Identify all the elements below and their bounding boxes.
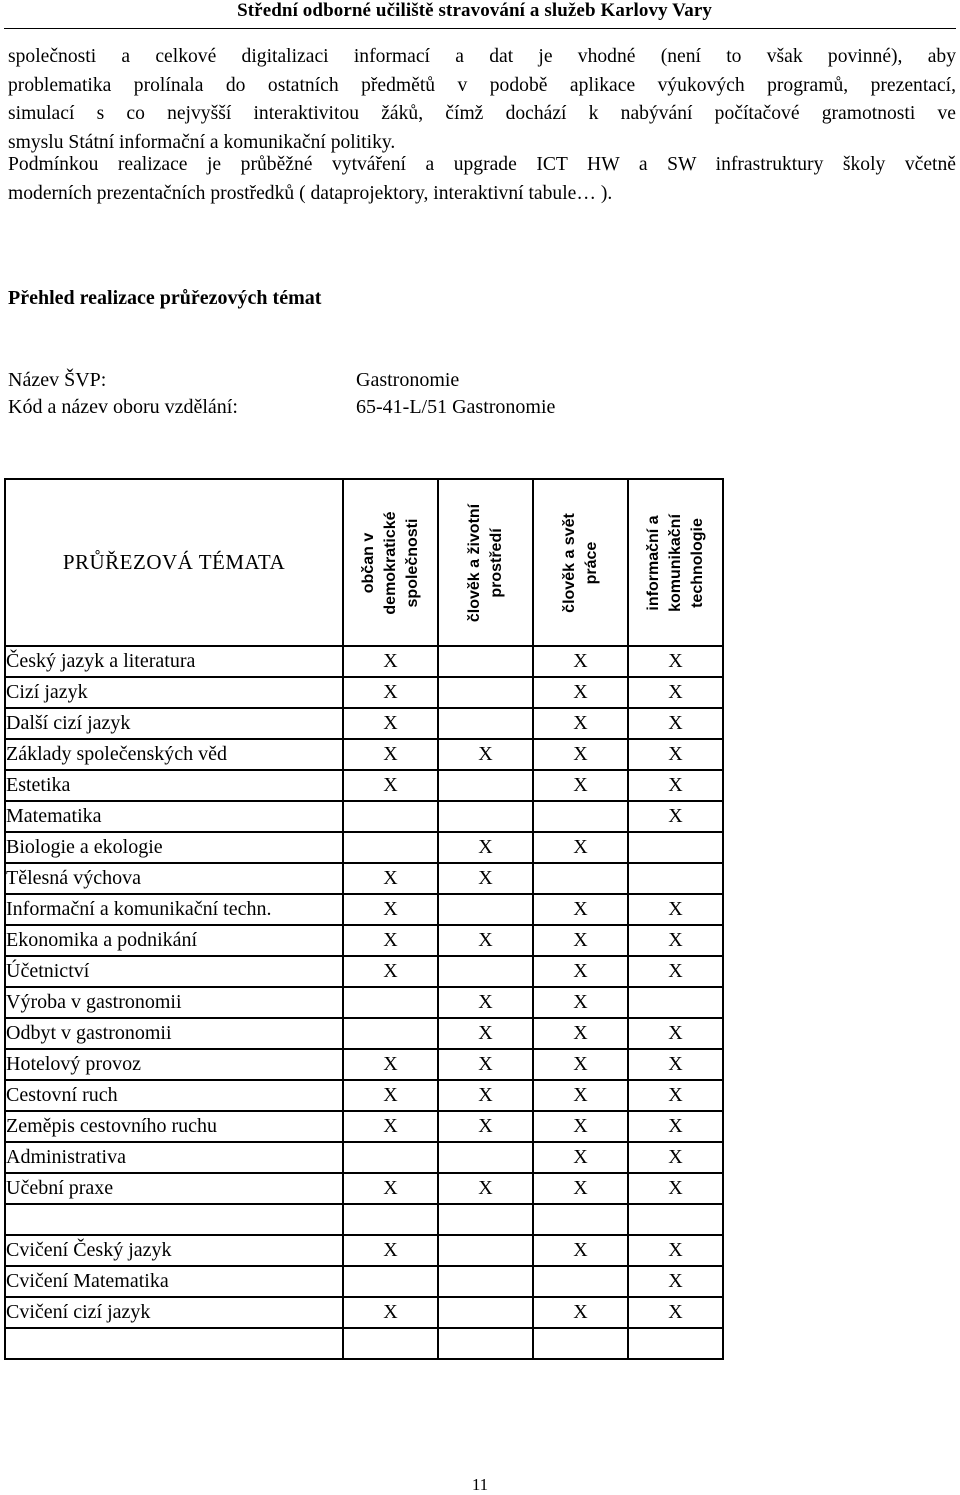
topic-mark-cell: X: [533, 677, 628, 708]
topic-mark-cell: X: [628, 925, 723, 956]
topic-mark-cell: X: [533, 832, 628, 863]
table-row: [5, 1266, 723, 1297]
intro-line: simulací s co nejvyšší interaktivitou žáků, čímž dochází k nabývání počítačové gramotnosti ve: [8, 103, 956, 125]
topic-mark-cell: X: [438, 739, 533, 770]
table-row: [5, 1018, 723, 1049]
table-body: [5, 646, 723, 1359]
topic-mark-cell: [438, 1297, 533, 1328]
intro-line: společnosti a celkové digitalizaci informací a dat je vhodné (není to však povinné), aby: [8, 46, 956, 67]
table-row: [5, 1049, 723, 1080]
topic-mark-cell: X: [628, 1173, 723, 1204]
topic-mark-cell: [628, 987, 723, 1018]
field-value: 65-41-L/51 Gastronomie: [356, 396, 556, 418]
topic-mark-cell: [343, 987, 438, 1018]
subject-name: Tělesná výchova: [5, 863, 343, 894]
subject-name: [5, 1204, 343, 1235]
topic-mark-cell: [533, 1204, 628, 1235]
topic-mark-cell: X: [343, 1080, 438, 1111]
topic-header-ict: [628, 479, 723, 646]
topic-mark-cell: [438, 1235, 533, 1266]
topic-mark-cell: [343, 1142, 438, 1173]
subject-name: [5, 1328, 343, 1359]
topic-mark-cell: X: [628, 1049, 723, 1080]
topic-header-world-of-work: [533, 479, 628, 646]
topic-mark-cell: X: [343, 1111, 438, 1142]
svp-value: Gastronomie: [356, 369, 460, 391]
table-row: [5, 708, 723, 739]
topic-mark-cell: [438, 1328, 533, 1359]
page-number: 11: [471, 1475, 489, 1494]
topic-mark-cell: X: [628, 1142, 723, 1173]
topic-mark-cell: [438, 1266, 533, 1297]
topic-mark-cell: X: [628, 739, 723, 770]
topic-mark-cell: X: [343, 677, 438, 708]
topic-mark-cell: [628, 1328, 723, 1359]
topic-mark-cell: [438, 770, 533, 801]
table-row: [5, 1173, 723, 1204]
topic-header-line: společnosti: [403, 518, 421, 607]
header-divider: [4, 28, 956, 29]
table-row: [5, 863, 723, 894]
topic-mark-cell: X: [533, 956, 628, 987]
topic-mark-cell: [533, 1328, 628, 1359]
topic-mark-cell: X: [343, 1235, 438, 1266]
topic-mark-cell: [533, 801, 628, 832]
subject-name: Administrativa: [5, 1142, 343, 1173]
subject-name: Ekonomika a podnikání: [5, 925, 343, 956]
table-row: [5, 925, 723, 956]
subject-name: Výroba v gastronomii: [5, 987, 343, 1018]
topic-mark-cell: X: [628, 677, 723, 708]
topic-mark-cell: [343, 1018, 438, 1049]
subject-name: Hotelový provoz: [5, 1049, 343, 1080]
table-row-blank: [5, 1204, 723, 1235]
section-title: Přehled realizace průřezových témat: [8, 287, 322, 309]
topic-mark-cell: X: [533, 770, 628, 801]
table-row: [5, 1111, 723, 1142]
table-row: [5, 1235, 723, 1266]
table-row: [5, 956, 723, 987]
topic-mark-cell: X: [343, 739, 438, 770]
topic-mark-cell: X: [533, 1173, 628, 1204]
topic-mark-cell: X: [438, 1049, 533, 1080]
topic-mark-cell: X: [343, 708, 438, 739]
topic-mark-cell: X: [533, 1111, 628, 1142]
table-row: [5, 1297, 723, 1328]
topic-mark-cell: X: [343, 925, 438, 956]
topic-header-line: technologie: [688, 517, 706, 608]
intro-paragraph-1: [8, 43, 956, 157]
table-row: [5, 801, 723, 832]
cross-curricular-topics-table: [4, 478, 724, 1360]
subject-name: Cestovní ruch: [5, 1080, 343, 1111]
topic-mark-cell: [438, 801, 533, 832]
topic-mark-cell: X: [343, 1173, 438, 1204]
topic-mark-cell: X: [533, 1142, 628, 1173]
topic-header-line: informační a: [644, 514, 662, 611]
topic-mark-cell: X: [628, 801, 723, 832]
topic-mark-cell: X: [628, 770, 723, 801]
subject-name: Informační a komunikační techn.: [5, 894, 343, 925]
table-row: [5, 832, 723, 863]
topic-header-environment: [438, 479, 533, 646]
topic-mark-cell: X: [438, 1173, 533, 1204]
topic-header-line: komunikační: [666, 513, 684, 612]
field-label: Kód a název oboru vzdělání:: [8, 396, 238, 418]
subject-name: Cvičení cizí jazyk: [5, 1297, 343, 1328]
topic-mark-cell: X: [533, 708, 628, 739]
intro-line: Podmínkou realizace je průběžné vytváření a upgrade ICT HW a SW infrastruktury školy včetně: [8, 154, 956, 175]
topic-mark-cell: [533, 863, 628, 894]
topic-mark-cell: X: [343, 770, 438, 801]
topic-header-line: člověk a životní: [465, 503, 483, 622]
topic-mark-cell: [438, 646, 533, 677]
intro-paragraph-2: [8, 151, 956, 208]
table-row: [5, 987, 723, 1018]
subject-name: Odbyt v gastronomii: [5, 1018, 343, 1049]
topic-mark-cell: [628, 863, 723, 894]
subject-name: Český jazyk a literatura: [5, 646, 343, 677]
topic-mark-cell: X: [343, 863, 438, 894]
subject-name: Cizí jazyk: [5, 677, 343, 708]
topic-mark-cell: X: [533, 739, 628, 770]
topic-mark-cell: X: [343, 956, 438, 987]
topic-header-citizen: [343, 479, 438, 646]
topic-mark-cell: X: [628, 1297, 723, 1328]
topic-mark-cell: [438, 677, 533, 708]
intro-line: problematika prolínala do ostatních předmětů v podobě aplikace výukových programů, prezentací,: [8, 74, 956, 96]
topic-mark-cell: X: [628, 646, 723, 677]
topic-header-line: prostředí: [487, 527, 505, 598]
topic-mark-cell: X: [343, 894, 438, 925]
topic-mark-cell: X: [533, 1080, 628, 1111]
topic-mark-cell: [343, 1328, 438, 1359]
topic-mark-cell: [533, 1266, 628, 1297]
topic-mark-cell: X: [533, 925, 628, 956]
topic-mark-cell: [343, 832, 438, 863]
topic-mark-cell: [438, 1204, 533, 1235]
topic-mark-cell: [438, 894, 533, 925]
topic-mark-cell: X: [343, 1297, 438, 1328]
subject-name: Učební praxe: [5, 1173, 343, 1204]
topic-header-line: práce: [582, 541, 600, 584]
subject-name: Matematika: [5, 801, 343, 832]
topic-mark-cell: [343, 1204, 438, 1235]
svp-label: Název ŠVP:: [8, 369, 107, 391]
table-header-row: [5, 479, 723, 646]
intro-line: moderních prezentačních prostředků ( dataprojektory, interaktivní tabule… ).: [8, 182, 613, 204]
table-row: [5, 1080, 723, 1111]
topic-mark-cell: X: [533, 987, 628, 1018]
topic-mark-cell: X: [343, 1049, 438, 1080]
topic-mark-cell: X: [438, 1080, 533, 1111]
subject-name: Biologie a ekologie: [5, 832, 343, 863]
topic-header-line: demokratické: [381, 510, 399, 615]
topic-mark-cell: X: [343, 646, 438, 677]
subject-name: Základy společenských věd: [5, 739, 343, 770]
table-row-blank: [5, 1328, 723, 1359]
topic-mark-cell: X: [628, 708, 723, 739]
intro-line: smyslu Státní informační a komunikační politiky.: [8, 131, 396, 153]
topic-mark-cell: X: [533, 1297, 628, 1328]
topic-mark-cell: [438, 708, 533, 739]
subject-name: Další cizí jazyk: [5, 708, 343, 739]
subject-name: Zeměpis cestovního ruchu: [5, 1111, 343, 1142]
topic-mark-cell: [628, 832, 723, 863]
subject-name: Estetika: [5, 770, 343, 801]
topic-mark-cell: [343, 1266, 438, 1297]
table-row: [5, 770, 723, 801]
table-row: [5, 646, 723, 677]
topic-mark-cell: X: [533, 1018, 628, 1049]
topic-mark-cell: X: [438, 925, 533, 956]
topic-mark-cell: X: [438, 987, 533, 1018]
topic-mark-cell: X: [628, 1018, 723, 1049]
topic-header-line: občan v: [359, 532, 377, 593]
topic-mark-cell: X: [533, 646, 628, 677]
topic-mark-cell: [628, 1204, 723, 1235]
subject-name: Cvičení Český jazyk: [5, 1235, 343, 1266]
subject-name: Účetnictví: [5, 956, 343, 987]
topic-mark-cell: X: [628, 1266, 723, 1297]
topic-mark-cell: X: [438, 1111, 533, 1142]
topic-mark-cell: X: [438, 863, 533, 894]
topic-mark-cell: X: [628, 1080, 723, 1111]
topic-mark-cell: X: [628, 894, 723, 925]
table-row: [5, 739, 723, 770]
table-corner-label: PRŮŘEZOVÁ TÉMATA: [5, 479, 343, 646]
table-row: [5, 677, 723, 708]
topic-mark-cell: [438, 956, 533, 987]
topic-header-line: člověk a svět: [560, 512, 578, 613]
topic-mark-cell: X: [533, 894, 628, 925]
topic-mark-cell: X: [628, 956, 723, 987]
topic-mark-cell: X: [628, 1235, 723, 1266]
topic-mark-cell: X: [628, 1111, 723, 1142]
document-header-school-name: Střední odborné učiliště stravování a služeb Karlovy Vary: [237, 0, 712, 21]
topic-mark-cell: X: [438, 1018, 533, 1049]
topic-mark-cell: [438, 1142, 533, 1173]
table-row: [5, 894, 723, 925]
table-row: [5, 1142, 723, 1173]
topic-mark-cell: [343, 801, 438, 832]
subject-name: Cvičení Matematika: [5, 1266, 343, 1297]
topic-mark-cell: X: [533, 1235, 628, 1266]
topic-mark-cell: X: [438, 832, 533, 863]
topic-mark-cell: X: [533, 1049, 628, 1080]
